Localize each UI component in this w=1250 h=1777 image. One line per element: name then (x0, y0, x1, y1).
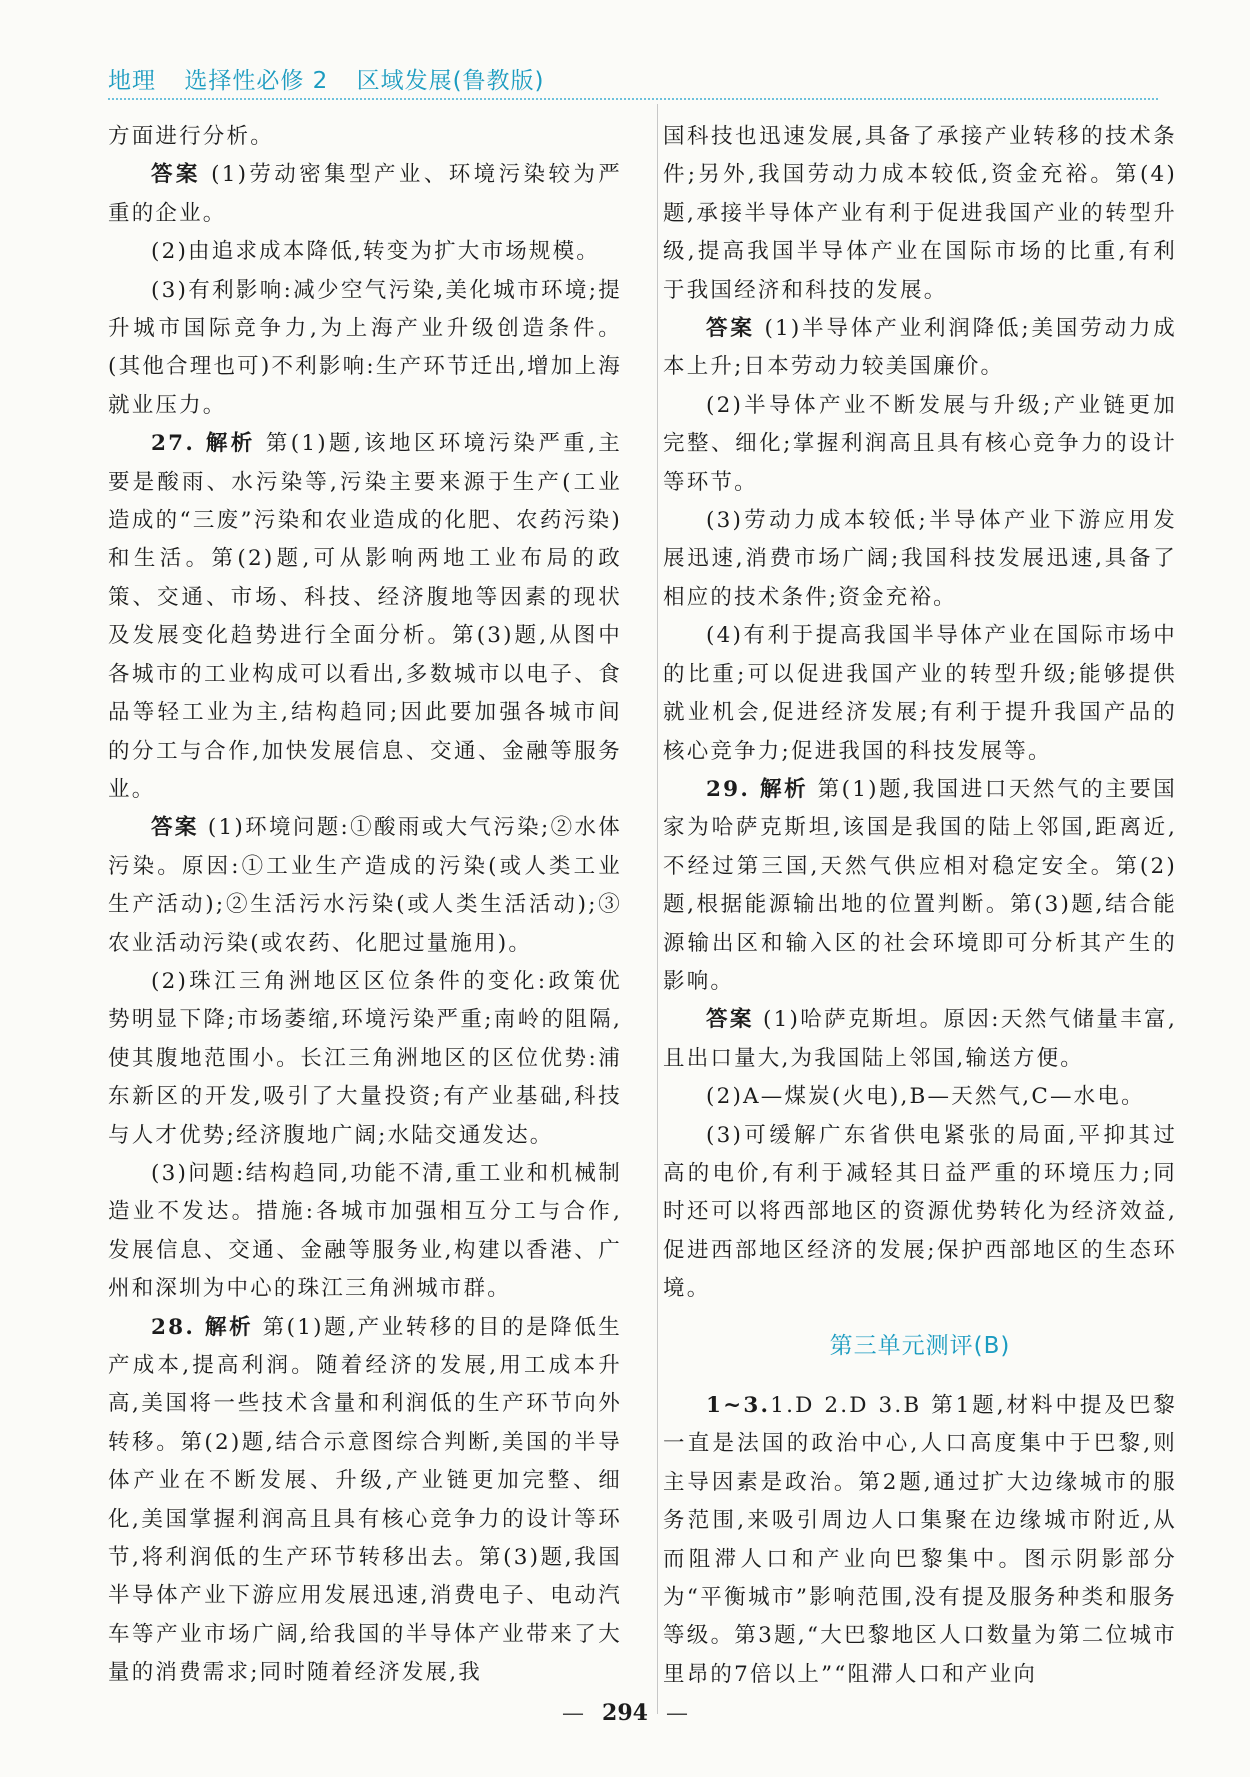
analysis-paragraph: 29. 解析 第(1)题,我国进口天然气的主要国家为哈萨克斯坦,该国是我国的陆上邻国,距离近,不经过第三国,天然气供应相对稳定安全。第(2)题,根据能源输出地的位置判断。第(3)题,结合能源输出区和输入区的社会环境即可分析其产生的影响。 (663, 776, 1177, 994)
paragraph: 国科技也迅速发展,具备了承接产业转移的技术条件;另外,我国劳动力成本较低,资金充裕。第(4)题,承接半导体产业有利于促进我国产业的转型升级,提高我国半导体产业在国际市场的比重,有利于我国经济和科技的发展。 (663, 124, 1177, 303)
right-column (663, 118, 1177, 1694)
analysis-paragraph: 27. 解析 第(1)题,该地区环境污染严重,主要是酸雨、水污染等,污染主要来源于生产(工业造成的“三废”污染和农业造成的化肥、农药污染)和生活。第(2)题,可从影响两地工业布局的政策、交通、市场、科技、经济腹地等因素的现状及发展变化趋势进行全面分析。第(3)题,从图中各城市的工业构成可以看出,多数城市以电子、食品等轻工业为主,结构趋同;因此要加强各城市间的分工与合作,加快发展信息、交通、金融等服务业。 (108, 431, 623, 802)
page-number-value: 294 (602, 1700, 648, 1726)
paragraph: 方面进行分析。 (108, 124, 274, 149)
analysis-label: 28. 解析 (151, 1314, 254, 1340)
answer-label: 答案 (706, 1007, 754, 1033)
answer-paragraph: 答案 (1)环境问题:①酸雨或大气污染;②水体污染。原因:①工业生产造成的污染(或人类工业生产活动);②生活污水污染(或人类生活活动);③农业活动污染(或农药、化肥过量施用)。 (108, 815, 622, 956)
analysis-label: 29. 解析 (706, 776, 809, 802)
page-number-dash: — (562, 1701, 585, 1726)
analysis-label: 27. 解析 (151, 431, 256, 457)
page-number-dash: — (665, 1701, 688, 1726)
analysis-paragraph: 28. 解析 第(1)题,产业转移的目的是降低生产成本,提高利润。随着经济的发展,用工成本升高,美国将一些技术含量和利润低的生产环节向外转移。第(2)题,结合示意图综合判断,美国的半导体产业在不断发展、升级,产业链更加完整、细化,美国掌握利润高且具有核心竞争力的设计等环节,将利润低的生产环节转移出去。第(3)题,我国半导体产业下游应用发展迅速,消费电子、电动汽车等产业市场广阔,给我国的半导体产业带来了大量的消费需求;同时随着经济发展,我 (108, 1314, 622, 1686)
paragraph: (2)A—煤炭(火电),B—天然气,C—水电。 (706, 1084, 1145, 1110)
paragraph: (2)珠江三角洲地区区位条件的变化:政策优势明显下降;市场萎缩,环境污染严重;南岭的阻隔,使其腹地范围小。长江三角洲地区的区位优势:浦东新区的开发,吸引了大量投资;有产业基础,科技与人才优势;经济腹地广阔;水陆交通发达。 (108, 968, 622, 1148)
paragraph: (2)由追求成本降低,转变为扩大市场规模。 (151, 239, 600, 265)
running-header (108, 62, 565, 95)
answer-paragraph: 1~3.1.D 2.D 3.B 第1题,材料中提及巴黎一直是法国的政治中心,人口高度集中于巴黎,则主导因素是政治。第2题,通过扩大边缘城市的服务范围,来吸引周边人口集聚在边缘城市附近,从而阻滞人口和产业向巴黎集中。图示阴影部分为“平衡城市”影响范围,没有提及服务种类和服务等级。第3题,“大巴黎地区人口数量为第二位城市里昂的7倍以上”“阻滞人口和产业向 (663, 1393, 1177, 1687)
header-volume: 区域发展(鲁教版) (356, 68, 545, 94)
paragraph: (3)问题:结构趋同,功能不清,重工业和机械制造业不发达。措施:各城市加强相互分工与合作,发展信息、交通、金融等服务业,构建以香港、广州和深圳为中心的珠江三角洲城市群。 (108, 1160, 622, 1302)
answer-label: 答案 (706, 316, 755, 342)
header-divider (108, 98, 1158, 100)
question-range-label: 1~3. (706, 1393, 771, 1418)
answer-label: 答案 (151, 815, 199, 841)
paragraph: (4)有利于提高我国半导体产业在国际市场中的比重;可以促进我国产业的转型升级;能够提供就业机会,促进经济发展;有利于提升我国产品的核心竞争力;促进我国的科技发展等。 (663, 623, 1177, 764)
section-title: 第三单元测评(B) (829, 1332, 1011, 1359)
answer-label: 答案 (151, 162, 201, 188)
left-column (108, 118, 622, 1693)
paragraph: (3)可缓解广东省供电紧张的局面,平抑其过高的电价,有利于减轻其日益严重的环境压力;同时还可以将西部地区的资源优势转化为经济效益,促进西部地区经济的发展;保护西部地区的生态环境。 (663, 1122, 1177, 1302)
paragraph: (3)有利影响:减少空气污染,美化城市环境;提升城市国际竞争力,为上海产业升级创造条件。(其他合理也可)不利影响:生产环节迁出,增加上海就业压力。 (108, 277, 622, 418)
column-divider (657, 104, 658, 1714)
paragraph: (3)劳动力成本较低;半导体产业下游应用发展迅速,消费市场广阔;我国科技发展迅速,具备了相应的技术条件;资金充裕。 (663, 508, 1177, 610)
page-number (0, 1700, 1250, 1726)
header-book: 选择性必修 2 (184, 68, 329, 94)
paragraph: (2)半导体产业不断发展与升级;产业链更加完整、细化;掌握利润高且具有核心竞争力的设计等环节。 (663, 392, 1177, 495)
header-subject: 地理 (108, 68, 156, 94)
answer-paragraph: 答案 (1)半导体产业利润降低;美国劳动力成本上升;日本劳动力较美国廉价。 (663, 316, 1177, 380)
answer-paragraph: 答案 (1)哈萨克斯坦。原因:天然气储量丰富,且出口量大,为我国陆上邻国,输送方便。 (663, 1007, 1177, 1071)
answer-paragraph: 答案 (1)劳动密集型产业、环境污染较为严重的企业。 (108, 162, 622, 226)
